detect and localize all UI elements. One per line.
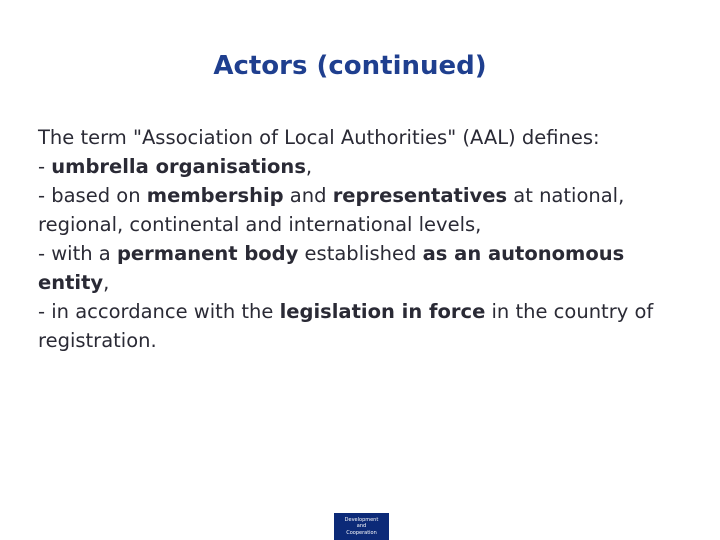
bullet-item-membership xyxy=(38,181,688,239)
text-run: established xyxy=(298,242,423,265)
bold-run: umbrella organisations xyxy=(51,155,306,178)
intro-line: The term "Association of Local Authorities" (AAL) defines: xyxy=(38,126,600,149)
bullet-item-legislation xyxy=(38,297,688,355)
text-run: and xyxy=(283,184,333,207)
slide-title: Actors (continued) xyxy=(213,51,487,81)
text-run: - based on xyxy=(38,184,147,207)
text-run: - with a xyxy=(38,242,117,265)
logo-line: and xyxy=(356,523,367,530)
text-run: , xyxy=(305,155,313,178)
text-run: - xyxy=(38,155,52,178)
text-run: - in accordance with the xyxy=(38,300,280,323)
text-run: at national, regional, continental and international levels, xyxy=(38,184,625,236)
bold-run: permanent body xyxy=(116,242,299,265)
bullet-item-umbrella xyxy=(38,152,688,181)
bold-run: legislation in force xyxy=(279,300,486,323)
text-run: in the country of registration. xyxy=(38,300,654,352)
slide-body xyxy=(38,123,688,355)
bullet-item-permanent-body xyxy=(38,239,688,297)
logo-line: Development xyxy=(344,516,379,523)
logo-line: Cooperation xyxy=(346,529,377,536)
bold-run: membership xyxy=(146,184,284,207)
bold-run: representatives xyxy=(332,184,508,207)
development-cooperation-logo xyxy=(334,513,389,540)
bold-run: as an autonomous entity xyxy=(38,242,625,294)
text-run: , xyxy=(103,271,110,294)
